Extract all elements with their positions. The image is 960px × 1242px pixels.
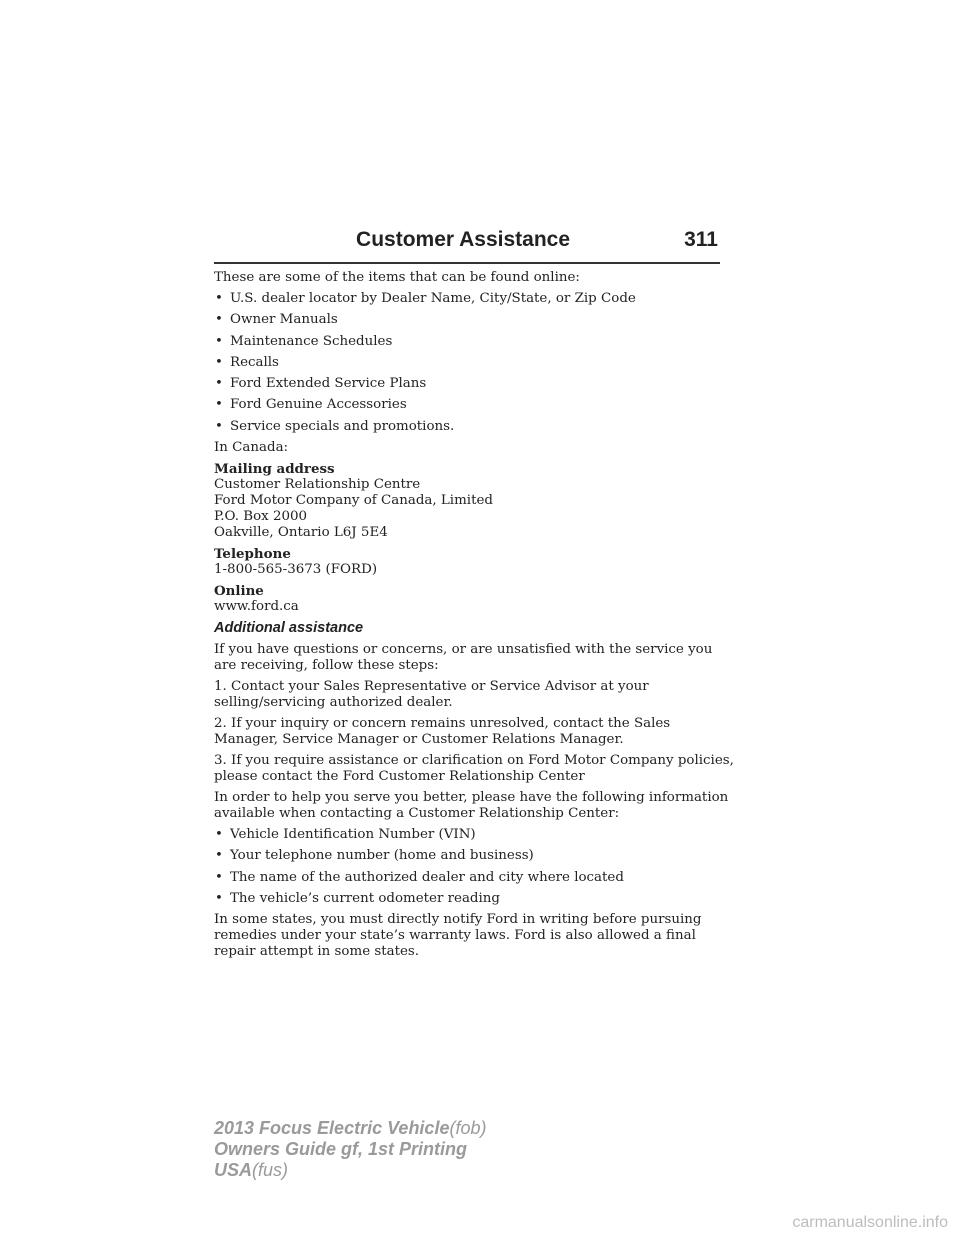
step-1: 1. Contact your Sales Representative or Service Advisor at your selling/servicing authorized dealer. xyxy=(214,679,649,711)
list-item: • Your telephone number (home and business) xyxy=(215,848,534,864)
footer-vehicle-code: (fob) xyxy=(449,1118,487,1138)
list-item: • Recalls xyxy=(215,354,279,370)
bullet-icon: • xyxy=(215,890,223,906)
list-item: • The vehicle’s current odometer reading xyxy=(215,890,500,906)
online-intro: These are some of the items that can be found online: xyxy=(214,270,580,285)
page-number: 311 xyxy=(684,228,718,251)
bullet-icon: • xyxy=(215,333,223,349)
closing-paragraph: In some states, you must directly notify Ford in writing before pursuing remedies under your state’s warranty laws. Ford is also allowed a final repair attempt in some states. xyxy=(214,912,702,960)
bullet-icon: • xyxy=(215,397,223,413)
telephone-label: Telephone xyxy=(214,546,291,563)
address-line: Ford Motor Company of Canada, Limited xyxy=(214,493,493,509)
bullet-icon: • xyxy=(215,869,223,885)
bullet-icon: • xyxy=(215,418,223,434)
footer-market: USA xyxy=(214,1160,253,1180)
bullet-icon: • xyxy=(215,291,223,306)
online-label: Online xyxy=(214,583,264,600)
page-header xyxy=(214,228,720,264)
bullet-icon: • xyxy=(215,312,223,328)
additional-intro: If you have questions or concerns, or are unsatisfied with the service you are receiving, follow these steps: xyxy=(214,642,713,674)
list-item: • Ford Extended Service Plans xyxy=(215,376,427,392)
telephone-block xyxy=(214,546,734,578)
additional-assistance-heading: Additional assistance xyxy=(214,620,364,637)
bullet-icon: • xyxy=(215,827,223,843)
section-title: Customer Assistance xyxy=(356,228,570,251)
step-2: 2. If your inquiry or concern remains unresolved, contact the Sales Manager, Service Manager or Customer Relations Manager. xyxy=(214,716,671,748)
bullet-icon: • xyxy=(215,848,223,864)
print-footer xyxy=(214,1118,486,1181)
address-line: P.O. Box 2000 xyxy=(214,509,308,525)
list-item: • U.S. dealer locator by Dealer Name, City/State, or Zip Code xyxy=(215,291,636,306)
info-intro: In order to help you serve you better, please have the following information available when contacting a Customer Relationship Center: xyxy=(214,790,729,822)
list-item: • Ford Genuine Accessories xyxy=(215,397,407,413)
address-line: Customer Relationship Centre xyxy=(214,477,421,493)
page-content xyxy=(214,270,734,965)
bullet-icon: • xyxy=(215,376,223,392)
footer-vehicle: 2013 Focus Electric Vehicle xyxy=(214,1118,450,1138)
bullet-icon: • xyxy=(215,354,223,370)
list-item: • The name of the authorized dealer and city where located xyxy=(215,869,624,885)
list-item: • Vehicle Identification Number (VIN) xyxy=(215,827,476,843)
info-items-list xyxy=(214,827,734,907)
mailing-address-label: Mailing address xyxy=(214,461,335,478)
list-item: • Service specials and promotions. xyxy=(215,418,455,434)
footer-guide: Owners Guide gf, 1st Printing xyxy=(214,1139,468,1159)
telephone-number: 1-800-565-3673 (FORD) xyxy=(214,562,378,578)
list-item: • Maintenance Schedules xyxy=(215,333,393,349)
canada-label: In Canada: xyxy=(214,440,289,456)
mailing-address-block xyxy=(214,461,734,541)
online-block xyxy=(214,583,734,615)
address-line: Oakville, Ontario L6J 5E4 xyxy=(214,525,388,541)
list-item: • Owner Manuals xyxy=(215,312,338,328)
footer-market-code: (fus) xyxy=(252,1160,289,1180)
website-text: www.ford.ca xyxy=(214,599,299,615)
watermark: carmanualsonline.info xyxy=(792,1214,948,1231)
step-3: 3. If you require assistance or clarification on Ford Motor Company policies, please contact the Ford Customer Relationship Center xyxy=(214,753,734,785)
online-items-list xyxy=(214,291,734,435)
